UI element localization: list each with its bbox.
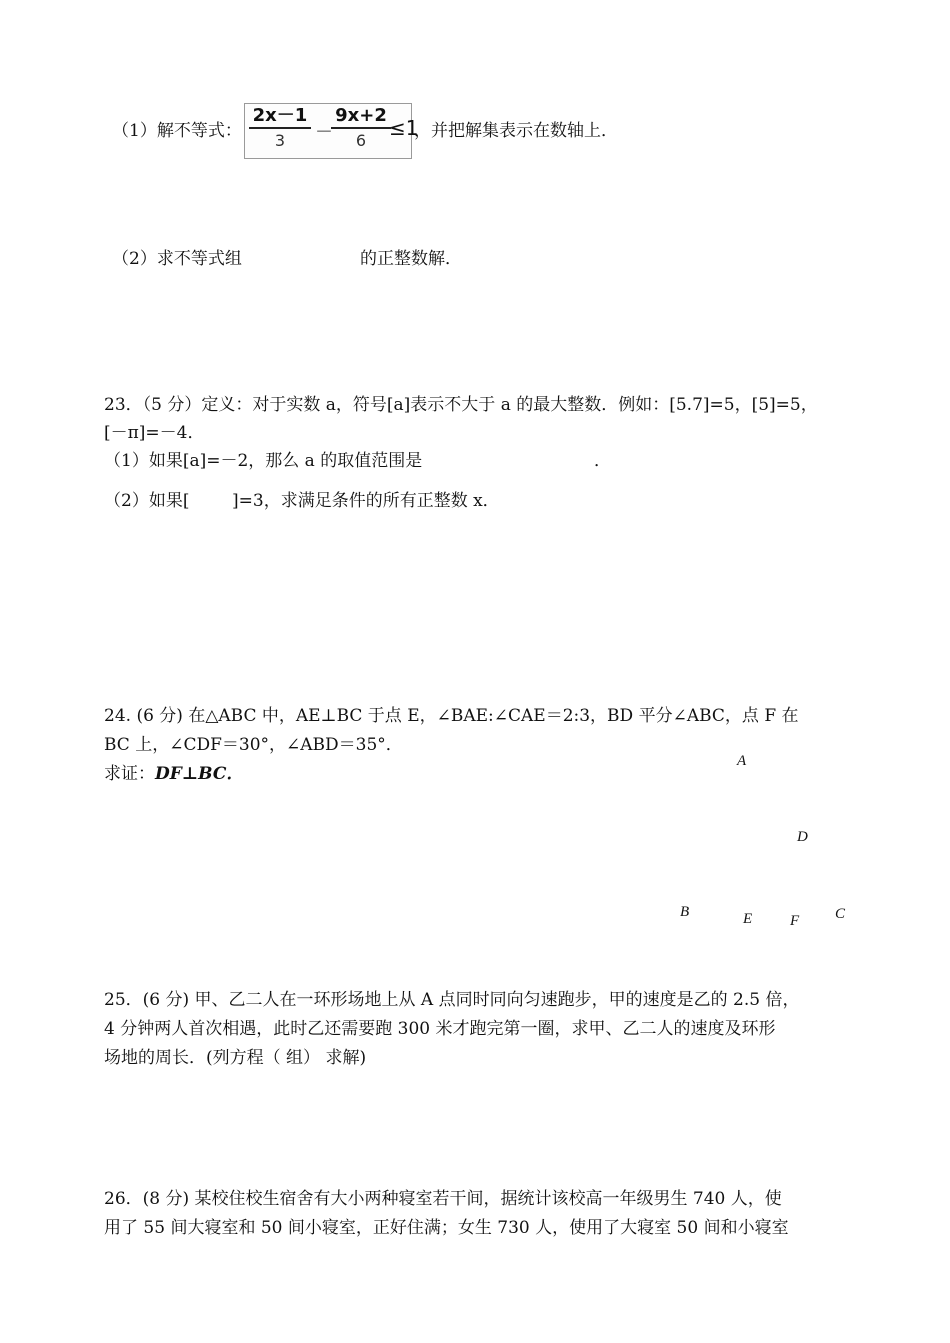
q24-line1: 24. (6 分) 在△ABC 中，AE⊥BC 于点 E，∠BAE:∠CAE＝2:3，BD 平分∠ABC，点 F 在 xyxy=(104,706,799,726)
fraction-2-numerator: 9x+2 xyxy=(331,105,391,129)
q24-line2: BC 上，∠CDF＝30°，∠ABD＝35°． xyxy=(104,735,403,755)
fraction-1-denominator: 3 xyxy=(274,131,286,150)
q23-part2-suffix: ]=3，求满足条件的所有正整数 x． xyxy=(232,491,500,511)
fraction-1 xyxy=(249,105,311,153)
q23-part1-suffix: ． xyxy=(594,451,611,471)
q22-part2-prefix: （2）求不等式组 xyxy=(112,249,242,269)
leq-one: ≤1 xyxy=(389,116,419,140)
q22-part2-suffix: 的正整数解． xyxy=(360,249,462,269)
fraction-1-numerator: 2x－1 xyxy=(249,105,311,129)
point-a-label: A xyxy=(737,753,747,769)
q23-line2: [－π]=－4． xyxy=(104,423,205,443)
minus-sign: － xyxy=(315,122,333,143)
point-b-label: B xyxy=(680,904,690,920)
q25-line1: 25．(6 分) 甲、乙二人在一环形场地上从 A 点同时同向匀速跑步，甲的速度是乙的 2.5 倍， xyxy=(104,990,800,1010)
inequality-image xyxy=(244,103,419,159)
q24-line3 xyxy=(104,763,243,785)
q22-part1-prefix: （1）解不等式： xyxy=(112,121,242,141)
point-d-label: D xyxy=(797,829,808,845)
q24-claim: DF⊥BC． xyxy=(155,764,244,784)
fraction-2-denominator: 6 xyxy=(355,131,367,150)
point-e-label: E xyxy=(743,911,753,927)
q25-line3: 场地的周长．(列方程（ 组） 求解) xyxy=(104,1048,367,1068)
q26-line1: 26．(8 分) 某校住校生宿舍有大小两种寝室若干间，据统计该校高一年级男生 740 人，使 xyxy=(104,1189,782,1209)
q25-line2: 4 分钟两人首次相遇，此时乙还需要跑 300 米才跑完第一圈，求甲、乙二人的速度及环形 xyxy=(104,1019,776,1039)
q24-proof-label: 求证： xyxy=(104,764,155,784)
fraction-2 xyxy=(331,105,391,153)
q23-line1: 23．（5 分）定义：对于实数 a，符号[a]表示不大于 a 的最大整数．例如：[5.7]=5，[5]=5， xyxy=(104,395,818,415)
point-f-label: F xyxy=(790,913,800,929)
q23-part1-prefix: （1）如果[a]=－2，那么 a 的取值范围是 xyxy=(104,451,423,471)
point-c-label: C xyxy=(835,906,846,922)
q22-part1-suffix: ，并把解集表示在数轴上． xyxy=(414,121,618,141)
q23-part2-prefix: （2）如果[ xyxy=(104,491,190,511)
q26-line2: 用了 55 间大寝室和 50 间小寝室，正好住满；女生 730 人，使用了大寝室 50 间和小寝室 xyxy=(104,1218,789,1238)
